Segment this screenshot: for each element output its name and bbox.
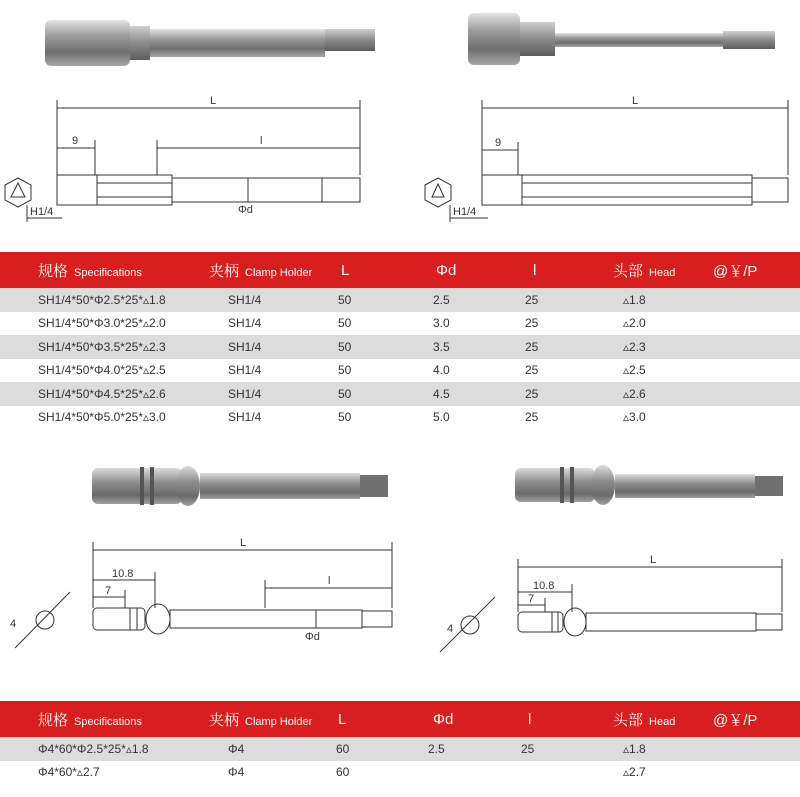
- cell-L: 50: [323, 359, 418, 383]
- cell-head: ▵3.0: [593, 406, 713, 430]
- cell-L: 50: [323, 406, 418, 430]
- cell-L: 50: [323, 312, 418, 336]
- bit-photo-right: [468, 13, 775, 65]
- dim-hex-right: 9: [495, 137, 502, 149]
- header-l: l: [518, 252, 593, 288]
- dim-108-bottom-left: 10.8: [112, 568, 134, 580]
- table-row: [0, 382, 800, 406]
- cell-head: ▵2.3: [593, 335, 713, 359]
- cell-L: 50: [323, 288, 418, 312]
- bit-photo-bottom-left: [92, 466, 388, 506]
- cell-holder: SH1/4: [203, 359, 323, 383]
- drawing-labels-right: [453, 95, 638, 218]
- technical-drawing-bottom-left: [15, 542, 392, 648]
- cell-spec: Φ4*60*▵2.7: [0, 761, 203, 785]
- header-clamp-holder: 夹柄 Clamp Holder: [203, 252, 323, 288]
- cell-price: [713, 382, 800, 406]
- cell-spec: SH1/4*50*Φ4.5*25*▵2.6: [0, 382, 203, 406]
- cell-d: 4.0: [418, 359, 518, 383]
- header-price: @￥/P: [713, 252, 800, 288]
- cell-d: 2.5: [418, 288, 518, 312]
- cell-d: 3.5: [418, 335, 518, 359]
- header-price: @￥/P: [713, 701, 800, 737]
- drawing-labels-left: [30, 95, 262, 218]
- cell-price: [713, 737, 800, 761]
- dim-l-left: l: [260, 135, 263, 147]
- header-L: L: [323, 252, 418, 288]
- header-L: L: [323, 701, 418, 737]
- cell-l: 25: [518, 312, 593, 336]
- cell-l: 25: [518, 737, 593, 761]
- cell-head: ▵2.5: [593, 359, 713, 383]
- cell-L: 60: [323, 761, 418, 785]
- dim-d-left: Φd: [238, 204, 253, 216]
- header-specifications: 规格 Specifications: [0, 701, 203, 737]
- cell-d: [418, 761, 518, 785]
- header-d: Φd: [418, 701, 518, 737]
- cell-holder: SH1/4: [203, 382, 323, 406]
- cell-spec: SH1/4*50*Φ3.0*25*▵2.0: [0, 312, 203, 336]
- cell-holder: SH1/4: [203, 406, 323, 430]
- cell-l: 25: [518, 335, 593, 359]
- dim-shank-bottom-left: 4: [10, 618, 17, 630]
- dim-L-bottom-right: L: [650, 554, 657, 566]
- cell-holder: SH1/4: [203, 312, 323, 336]
- bit-photo-left: [45, 20, 375, 66]
- technical-drawing-left: [5, 100, 360, 222]
- cell-head: ▵1.8: [593, 288, 713, 312]
- technical-drawing-bottom-right: [440, 559, 782, 652]
- table-row: [0, 288, 800, 312]
- dim-d-bottom-left: Φd: [305, 631, 320, 643]
- table-row: [0, 312, 800, 336]
- header-specifications: 规格 Specifications: [0, 252, 203, 288]
- table-row: [0, 737, 800, 761]
- bottom-product-drawings: [0, 440, 800, 700]
- cell-L: 50: [323, 382, 418, 406]
- cell-spec: SH1/4*50*Φ2.5*25*▵1.8: [0, 288, 203, 312]
- cell-head: ▵1.8: [593, 737, 713, 761]
- dim-7-bottom-left: 7: [105, 585, 112, 597]
- cell-spec: SH1/4*50*Φ5.0*25*▵3.0: [0, 406, 203, 430]
- bit-photo-bottom-right: [515, 465, 783, 505]
- cell-head: ▵2.7: [593, 761, 713, 785]
- cell-price: [713, 761, 800, 785]
- header-head: 头部 Head: [593, 701, 713, 737]
- cell-price: [713, 406, 800, 430]
- dim-shank-bottom-right: 4: [447, 623, 454, 635]
- dim-108-bottom-right: 10.8: [533, 580, 555, 592]
- dim-l-bottom-left: l: [328, 575, 331, 587]
- table-row: [0, 359, 800, 383]
- top-product-drawings: [0, 0, 800, 250]
- cell-holder: SH1/4: [203, 288, 323, 312]
- table-row: [0, 335, 800, 359]
- header-clamp-holder: 夹柄 Clamp Holder: [203, 701, 323, 737]
- cell-l: 25: [518, 359, 593, 383]
- table-row: [0, 761, 800, 785]
- header-head: 头部 Head: [593, 252, 713, 288]
- cell-price: [713, 312, 800, 336]
- cell-d: 2.5: [418, 737, 518, 761]
- cell-l: 25: [518, 288, 593, 312]
- cell-d: 5.0: [418, 406, 518, 430]
- cell-L: 60: [323, 737, 418, 761]
- cell-l: 25: [518, 382, 593, 406]
- dim-7-bottom-right: 7: [528, 593, 535, 605]
- spec-table-phi4: [0, 701, 800, 784]
- cell-holder: Φ4: [203, 761, 323, 785]
- table-header-row: [0, 252, 800, 288]
- cell-l: 25: [518, 406, 593, 430]
- header-l: l: [518, 701, 593, 737]
- cell-d: 4.5: [418, 382, 518, 406]
- dim-shank-right: H1/4: [453, 206, 477, 218]
- cell-holder: SH1/4: [203, 335, 323, 359]
- header-d: Φd: [418, 252, 518, 288]
- cell-spec: Φ4*60*Φ2.5*25*▵1.8: [0, 737, 203, 761]
- table-header-row: [0, 701, 800, 737]
- cell-head: ▵2.6: [593, 382, 713, 406]
- dim-shank-left: H1/4: [30, 206, 54, 218]
- cell-holder: Φ4: [203, 737, 323, 761]
- dim-hex-left: 9: [72, 135, 79, 147]
- cell-price: [713, 288, 800, 312]
- cell-head: ▵2.0: [593, 312, 713, 336]
- dim-L-bottom-left: L: [240, 537, 247, 549]
- cell-d: 3.0: [418, 312, 518, 336]
- technical-drawing-right: [425, 100, 788, 222]
- cell-l: [518, 761, 593, 785]
- table-row: [0, 406, 800, 430]
- spec-table-sh14: [0, 252, 800, 429]
- dim-L-right: L: [632, 95, 639, 107]
- cell-price: [713, 335, 800, 359]
- cell-spec: SH1/4*50*Φ4.0*25*▵2.5: [0, 359, 203, 383]
- dim-L-left: L: [210, 95, 217, 107]
- cell-price: [713, 359, 800, 383]
- cell-L: 50: [323, 335, 418, 359]
- cell-spec: SH1/4*50*Φ3.5*25*▵2.3: [0, 335, 203, 359]
